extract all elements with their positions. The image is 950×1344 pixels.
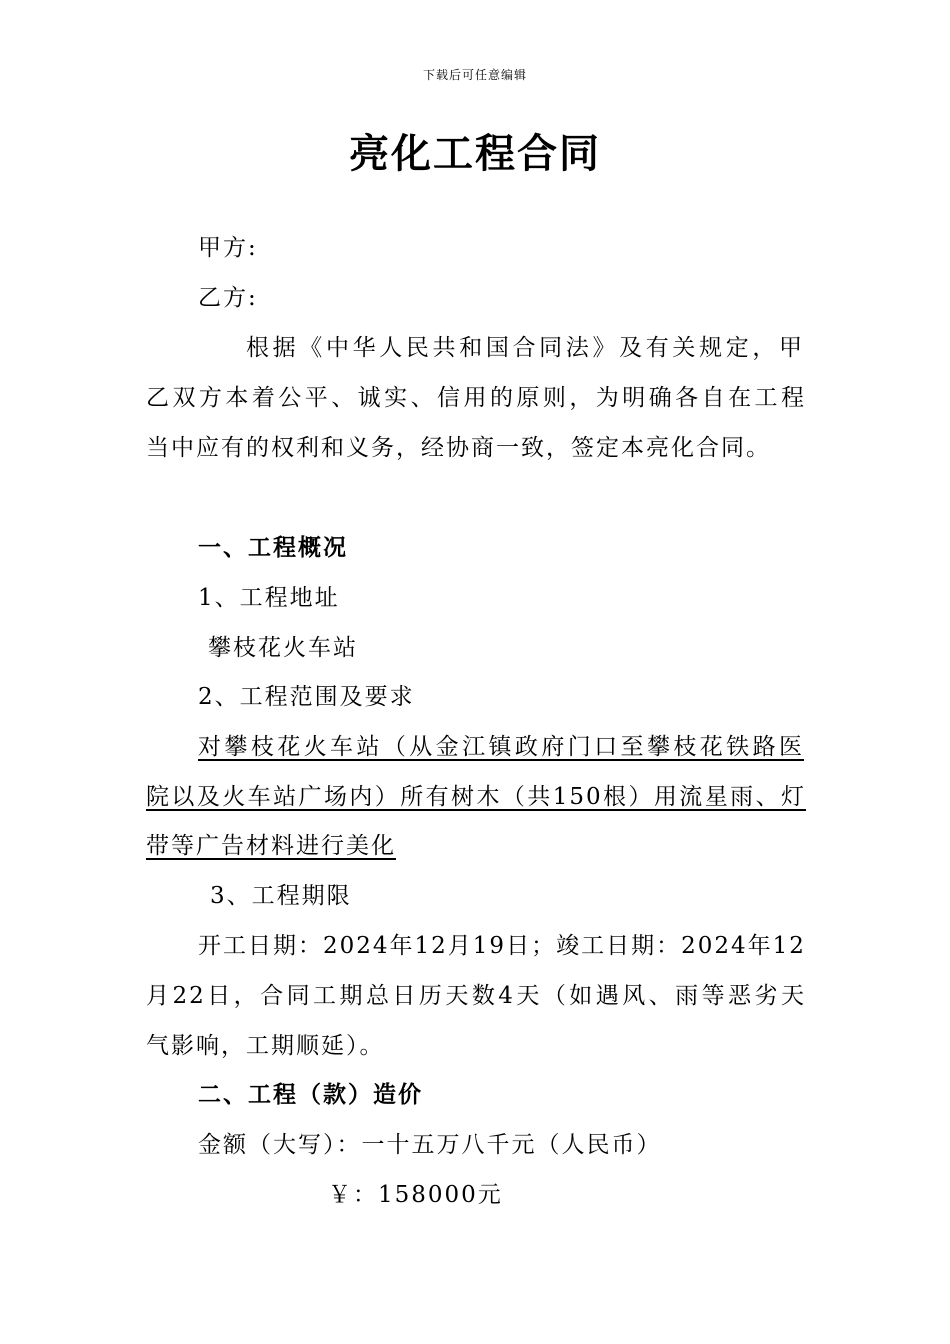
amount-in-words: 金额（大写）：一十五万八千元（人民币）	[198, 1132, 662, 1158]
page-title: 亮化工程合同	[349, 131, 601, 177]
intro-line-3: 当中应有的权利和义务，经协商一致，签定本亮化合同。	[146, 435, 771, 461]
party-a-label: 甲方:	[198, 235, 258, 261]
item-3-label: 3、工程期限	[210, 883, 352, 909]
party-b-label: 乙方:	[198, 285, 258, 311]
item-2-line-2: 院以及火车站广场内）所有树木（共150根）用流星雨、灯	[146, 784, 806, 810]
section-2-heading: 二、工程（款）造价	[198, 1082, 423, 1108]
item-2-line-3: 带等广告材料进行美化	[146, 833, 396, 859]
amount-in-numbers: ￥：158000元	[328, 1182, 503, 1208]
item-3-line-1: 开工日期：2024年12月19日；竣工日期：2024年12	[198, 933, 806, 959]
item-3-line-2: 月22日，合同工期总日历天数4天（如遇风、雨等恶劣天	[146, 983, 806, 1009]
item-2-label: 2、工程范围及要求	[198, 684, 415, 710]
item-2-line-1: 对攀枝花火车站（从金江镇政府门口至攀枝花铁路医	[198, 734, 804, 760]
item-1-label: 1、工程地址	[198, 585, 340, 611]
header-note: 下载后可任意编辑	[422, 68, 527, 82]
intro-line-2: 乙双方本着公平、诚实、信用的原则，为明确各自在工程	[146, 385, 806, 411]
item-3-line-3: 气影响，工期顺延）。	[146, 1033, 385, 1059]
item-1-value: 攀枝花火车站	[208, 635, 358, 661]
intro-line-1: 根据《中华人民共和国合同法》及有关规定，甲	[246, 335, 804, 361]
section-1-heading: 一、工程概况	[198, 535, 348, 561]
